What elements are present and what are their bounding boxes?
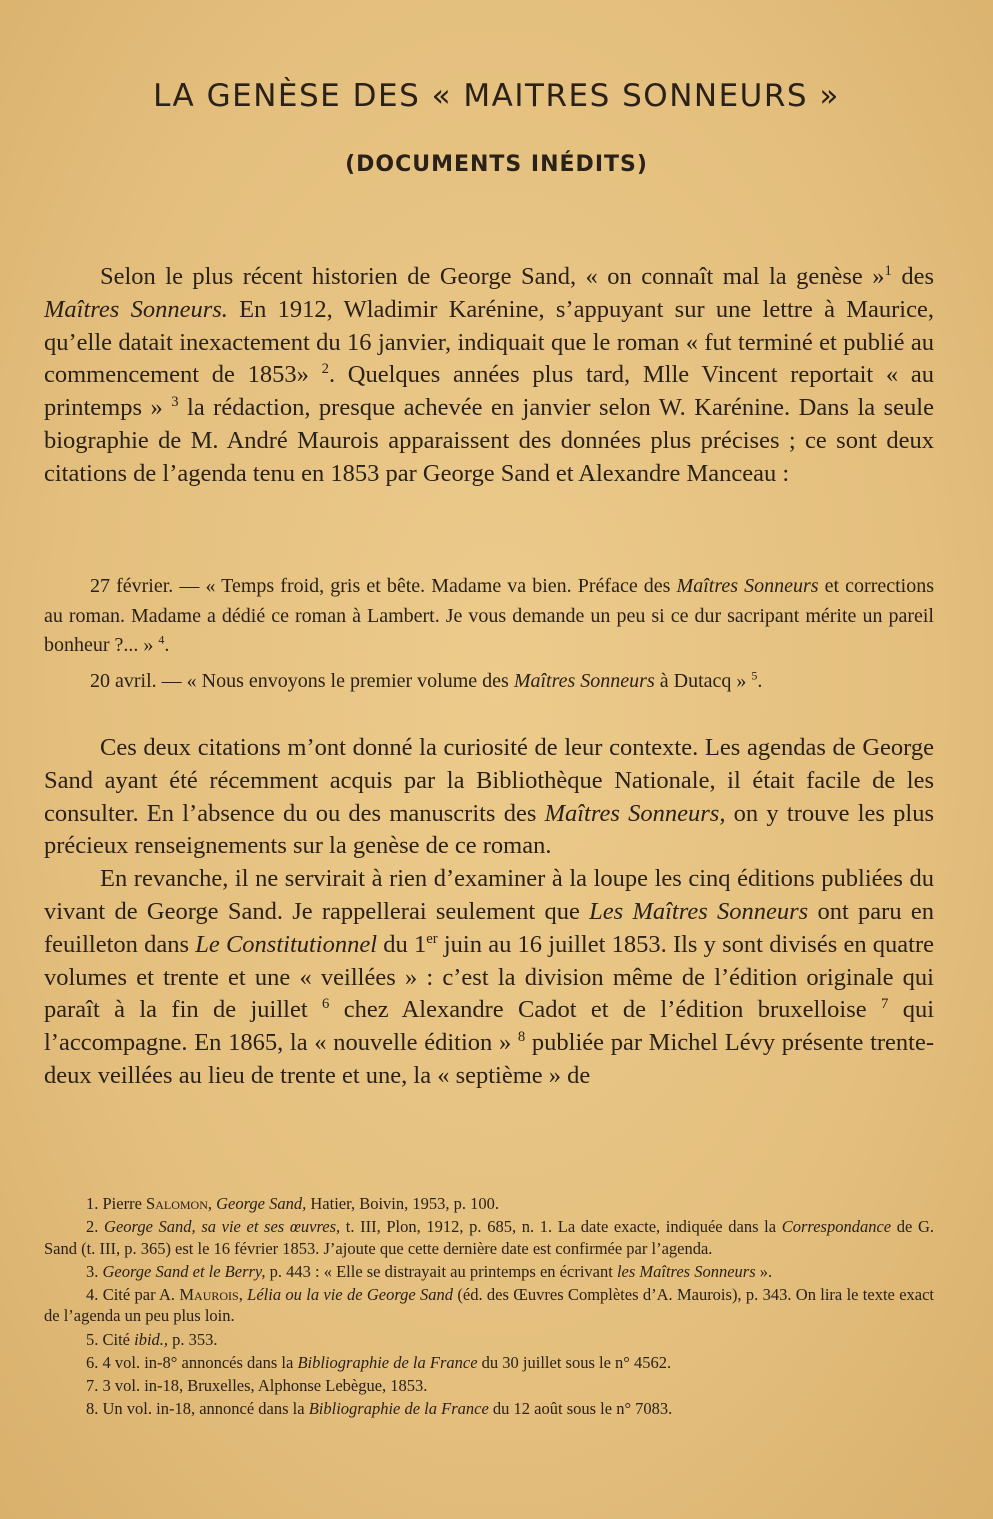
footnote-6: 6. 4 vol. in-8° annoncés dans la Bibliographie de la France du 30 juillet sous le n° 4562. [86,1352,672,1372]
footnote-7: 7. 3 vol. in-18, Bruxelles, Alphonse Lebègue, 1853. [86,1375,428,1395]
quotation-1: 27 février. — « Temps froid, gris et bête. Madame va bien. Préface des Maîtres Sonneurs et corrections au roman. Madame a dédié ce roman à Lambert. Je vous demande un peu si ce dur sacripant mérite un pareil bonheur ?... » $^4$. [44,575,935,656]
footnote-2: 2. George Sand, sa vie et ses œuvres, t. III, Plon, 1912, p. 685, n. 1. La date exacte, indiquée dans la Correspondance de G. Sand (t. III, p. 365) est le 16 février 1853. J’ajoute que cette dernière date est confirmée par l’agenda. [44,1217,935,1258]
quotation-block [44,572,934,702]
footnote-ref-6[interactable]: 6 [322,996,330,1013]
paragraph-2: Ces deux citations m’ont donné la curiosité de leur contexte. Les agendas de George Sand ayant été récemment acquis par la Bibliothèque Nationale, il était facile de les consulter. En l’absence du ou des manuscrits des Maîtres Sonneurs, on y trouve les plus précieux renseignements sur la genèse de ce roman. En revanche, il ne servirait à rien d’examiner à la loupe les cinq éditions publiées du vivant de George Sand. Je rappellerai seulement que Les Maîtres Sonneurs ont paru en feuilleton dans Le Constitutionnel du 1er juin au 16 juillet 1853. Ils y sont divisés en quatre volumes et trente et une « veillées » : c’est la division même de l’édition originale qui paraît à la fin de juillet $^6$ chez Alexandre Cadot et de l’édition bruxelloise $^7$ qui l’accompagne. En 1865, la « nouvelle édition » $^8$ publiée par Michel Lévy présente trente-deux veillées au lieu de trente et une, la « septième » de [44,732,934,1093]
work-title: Maîtres Sonneurs. [44,295,228,323]
footnote-ref-2[interactable]: 2 [321,361,329,378]
footnote-8: 8. Un vol. in-18, annoncé dans la Bibliographie de la France du 12 août sous le n° 7083. [86,1398,673,1418]
footnote-4: 4. Cité par A. Maurois, Lélia ou la vie de George Sand (éd. des Œuvres Complètes d’A. Maurois), p. 343. On lira le texte exact de l’agenda un peu plus loin. [44,1284,934,1326]
footnote-ref-8[interactable]: 8 [517,1029,526,1046]
footnotes [44,1193,934,1421]
paragraph-1: Selon le plus récent historien de George Sand, « on connaît mal la genèse »$^1$ des Maîtres Sonneurs. En 1912, Wladimir Karénine, s’appuyant sur une lettre à Maurice, qu’elle datait inexactement du 16 janvier, indiquait que le roman « fut terminé et publié au commencement de 1853» $^2$. Quelques années plus tard, Mlle Vincent reportait « au printemps » $^3$ la rédaction, presque achevée en janvier selon W. Karénine. Dans la seule biographie de M. André Maurois apparaissent des données plus précises ; ce sont deux citations de l’agenda tenu en 1853 par George Sand et Alexandre Manceau : [44,262,934,487]
footnote-ref-1[interactable]: 1 [884,262,892,279]
page-title: LA GENÈSE DES « MAITRES SONNEURS » [153,78,840,114]
footnote-1: 1. Pierre Salomon, George Sand, Hatier, Boivin, 1953, p. 100. [86,1194,499,1213]
page-subtitle: (DOCUMENTS INÉDITS) [345,152,648,177]
footnote-ref-4[interactable]: 4 [158,632,165,647]
footnote-ref-7[interactable]: 7 [880,996,889,1013]
paragraph-3: En revanche, il ne servirait à rien d’examiner à la loupe les cinq éditions publiées du vivant de George Sand. Je rappellerai seulement que Les Maîtres Sonneurs ont paru en feuilleton dans Le Constitutionnel du 1er juin au 16 juillet 1853. Ils y sont divisés en quatre volumes et trente et une « veillées » : c’est la division même de l’édition originale qui paraît à la fin de juillet $^6$ chez Alexandre Cadot et de l’édition bruxelloise $^7$ qui l’accompagne. En 1865, la « nouvelle édition » $^8$ publiée par Michel Lévy présente trente-deux veillées au lieu de trente et une, la « septième » de [44,865,935,1089]
footnote-ref-5[interactable]: 5 [751,667,758,682]
quotation-2: 20 avril. — « Nous envoyons le premier volume des Maîtres Sonneurs à Dutacq » $^5$. [90,667,763,692]
footnote-ref-3[interactable]: 3 [171,394,179,411]
footnote-3: 3. George Sand et le Berry, p. 443 : « Elle se distrayait au printemps en écrivant les Maîtres Sonneurs ». [86,1261,773,1281]
footnote-5: 5. Cité ibid., p. 353. [86,1329,218,1349]
